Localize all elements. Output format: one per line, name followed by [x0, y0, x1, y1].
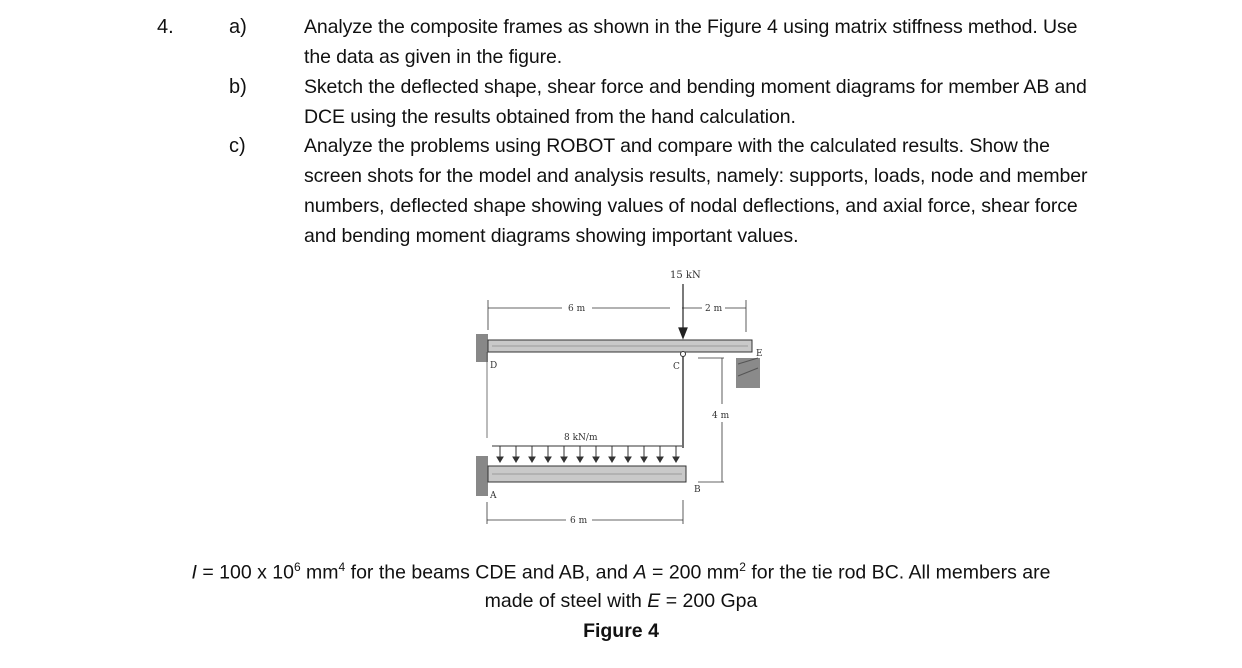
point-load-arrow — [679, 284, 687, 338]
wall-support-a — [476, 456, 488, 496]
figure-title: Figure 4 — [583, 620, 659, 642]
point-load-label: 15 kN — [670, 270, 701, 281]
structure-figure — [470, 262, 780, 532]
caption-line2-post: = 200 Gpa — [660, 590, 758, 612]
part-c-text: Analyze the problems using ROBOT and compare with the calculated results. Show the screen shots for the model and analysis results, namely: supports, loads, node and member numbers, deflected shape showing values of nodal deflections, and axial force, shear force and bending moment diagrams showing important values. — [304, 135, 1088, 247]
a-symbol: A — [633, 561, 647, 584]
caption-tail: for the tie rod BC. All members are — [745, 561, 1051, 584]
dim-bottom-label: 6 m — [570, 516, 588, 526]
udl-arrows — [497, 446, 679, 462]
node-d-label: D — [490, 361, 498, 371]
dim-top-left-label: 6 m — [568, 304, 586, 314]
caption-line-1 — [0, 560, 1242, 585]
i-value: = 100 x 10 — [196, 561, 294, 584]
i-unit: mm — [300, 561, 339, 584]
i-unit-exponent: 4 — [338, 560, 346, 574]
part-a-text: Analyze the composite frames as shown in the Figure 4 using matrix stiffness method. Use the data as given in the figure. — [304, 16, 1078, 68]
wall-support-d — [476, 334, 488, 362]
question-number: 4. — [157, 16, 174, 38]
fixed-support-e — [736, 358, 760, 388]
caption-middle: for the beams CDE and AB, and — [345, 561, 634, 584]
dim-vertical-label: 4 m — [712, 411, 730, 421]
e-symbol: E — [647, 590, 661, 612]
part-b-text: Sketch the deflected shape, shear force and bending moment diagrams for member AB and DCE using the results obtained from the hand calculation. — [304, 76, 1087, 128]
caption-line-2 — [0, 590, 1242, 613]
part-b-label: b) — [229, 76, 247, 98]
part-c-label: c) — [229, 135, 246, 157]
udl-label: 8 kN/m — [564, 433, 598, 443]
node-e-label: E — [756, 349, 763, 359]
dim-top-right-label: 2 m — [705, 304, 723, 314]
a-value: = 200 mm — [646, 561, 740, 584]
node-c-label: C — [673, 362, 680, 372]
i-symbol: I — [191, 561, 197, 584]
a-exponent: 2 — [739, 560, 746, 574]
caption-line2-pre: made of steel with — [484, 590, 648, 612]
node-b-label: B — [694, 485, 701, 495]
pin-c — [681, 352, 686, 357]
node-a-label: A — [490, 491, 497, 501]
i-exponent: 6 — [293, 560, 301, 574]
part-a-label: a) — [229, 16, 247, 38]
